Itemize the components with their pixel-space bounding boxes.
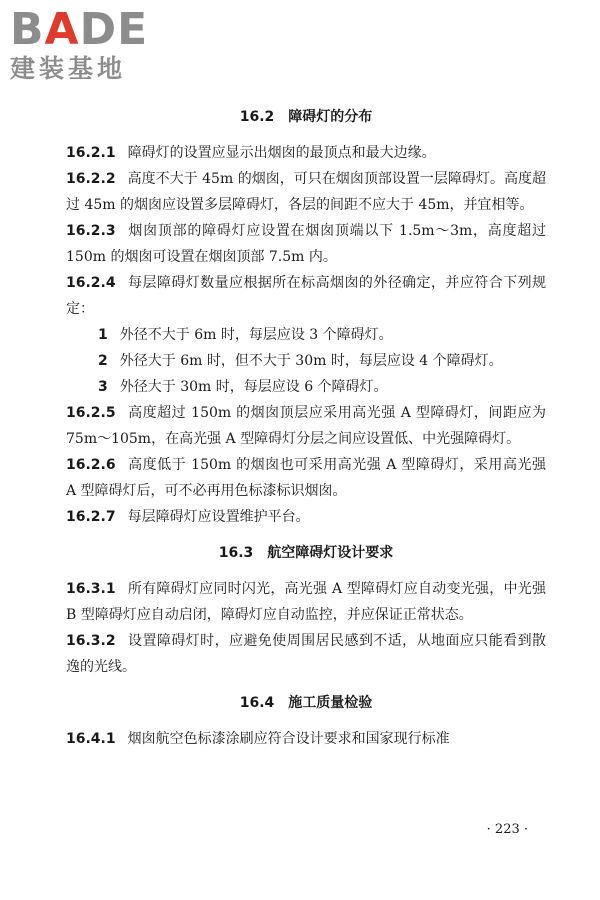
clause-number: 16.2.4 (66, 275, 116, 291)
page-number: · 223 · (486, 822, 528, 837)
clause-text: 障碍灯的设置应显示出烟囱的最顶点和最大边缘。 (127, 145, 436, 161)
clause-number: 16.2.7 (66, 509, 116, 525)
clause-number: 16.3.1 (66, 581, 116, 597)
list-item (66, 322, 546, 348)
clause-16-2-5 (66, 400, 546, 452)
section-title-text: 施工质量检验 (288, 695, 373, 711)
clause-16-2-2 (66, 166, 546, 218)
clause-16-4-1 (66, 726, 546, 752)
bade-logo (10, 6, 180, 86)
clause-number: 16.2.1 (66, 145, 116, 161)
item-text: 外径大于 30m 时，每层应设 6 个障碍灯。 (119, 379, 388, 395)
clause-16-3-2 (66, 628, 546, 680)
section-heading-16-2 (66, 104, 546, 130)
clause-number: 16.3.2 (66, 633, 116, 649)
list-item (66, 348, 546, 374)
logo-subtitle: 建装基地 (10, 54, 127, 83)
clause-text: 所有障碍灯应同时闪光，高光强 A 型障碍灯应自动变光强，中光强 B 型障碍灯应自动启闭，障碍灯应自动监控，并应保证正常状态。 (66, 581, 546, 623)
document-body (66, 104, 546, 752)
clause-text: 每层障碍灯应设置维护平台。 (127, 509, 310, 525)
section-heading-16-4 (66, 690, 546, 716)
clause-number: 16.2.2 (66, 171, 116, 187)
list-item (66, 374, 546, 400)
section-title-text: 航空障碍灯设计要求 (267, 545, 394, 561)
item-text: 外径大于 6m 时，但不大于 30m 时，每层应设 4 个障碍灯。 (119, 353, 503, 369)
section-number: 16.3 (218, 545, 254, 561)
logo-word: BADE (10, 4, 149, 55)
clause-16-3-1 (66, 576, 546, 628)
item-number: 3 (98, 379, 108, 395)
item-number: 2 (98, 353, 108, 369)
clause-16-2-3 (66, 218, 546, 270)
clause-text: 高度低于 150m 的烟囱也可采用高光强 A 型障碍灯，采用高光强 A 型障碍灯后，可不必再用色标漆标识烟囱。 (66, 457, 546, 499)
clause-text: 高度不大于 45m 的烟囱，可只在烟囱顶部设置一层障碍灯。高度超过 45m 的烟囱应设置多层障碍灯，各层的间距不应大于 45m，并宜相等。 (66, 171, 546, 213)
clause-text: 每层障碍灯数量应根据所在标高烟囱的外径确定，并应符合下列规定： (66, 275, 546, 317)
clause-number: 16.2.5 (66, 405, 116, 421)
clause-16-2-7 (66, 504, 546, 530)
item-number: 1 (98, 327, 108, 343)
clause-number: 16.2.3 (66, 223, 116, 239)
clause-text: 烟囱顶部的障碍灯应设置在烟囱顶端以下 1.5m～3m，高度超过 150m 的烟囱可设置在烟囱顶部 7.5m 内。 (66, 223, 546, 265)
clause-text: 设置障碍灯时，应避免使周围居民感到不适，从地面应只能看到散逸的光线。 (66, 633, 546, 675)
section-title-text: 障碍灯的分布 (288, 109, 373, 125)
item-text: 外径不大于 6m 时，每层应设 3 个障碍灯。 (119, 327, 393, 343)
clause-number: 16.2.6 (66, 457, 116, 473)
section-number: 16.2 (239, 109, 275, 125)
clause-16-2-1 (66, 140, 546, 166)
clause-16-2-6 (66, 452, 546, 504)
section-number: 16.4 (239, 695, 275, 711)
clause-number: 16.4.1 (66, 731, 116, 747)
section-heading-16-3 (66, 540, 546, 566)
clause-text: 烟囱航空色标漆涂刷应符合设计要求和国家现行标准 (127, 731, 450, 747)
clause-16-2-4 (66, 270, 546, 322)
clause-text: 高度超过 150m 的烟囱顶层应采用高光强 A 型障碍灯，间距应为 75m～105m，在高光强 A 型障碍灯分层之间应设置低、中光强障碍灯。 (66, 405, 546, 447)
